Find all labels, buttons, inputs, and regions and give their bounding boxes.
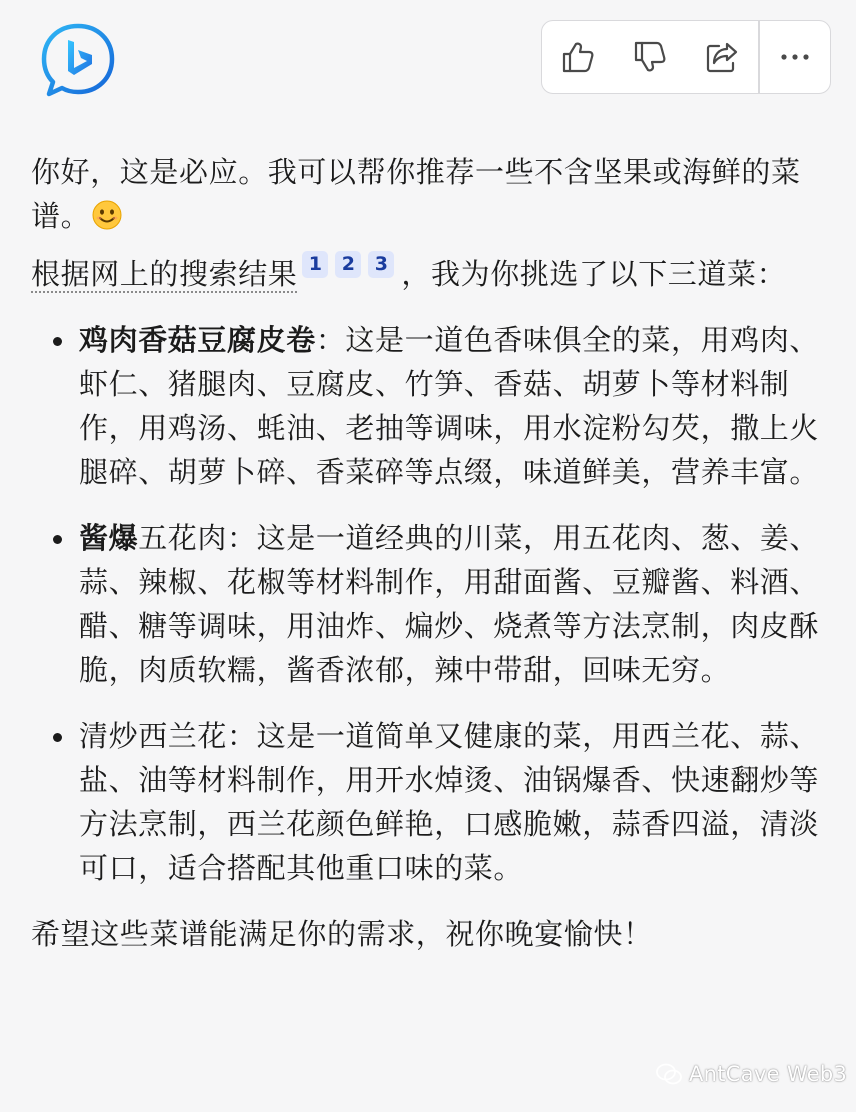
dish-description: ：这是一道简单又健康的菜，用西兰花、蒜、盐、油等材料制作，用开水焯烫、油锅爆香、快速翻炒等方法烹制，西兰花颜色鲜艳，口感脆嫩，蒜香四溢，清淡可口，适合搭配其他重口味的菜。 [79,719,820,885]
more-icon [779,52,811,62]
watermark-text: AntCave Web3 [689,1062,848,1086]
dislike-button[interactable] [614,21,686,93]
citation-3[interactable]: 3 [368,251,394,278]
cited-text-link[interactable]: 根据网上的搜索结果 [31,257,298,291]
list-item [79,318,831,494]
watermark [655,1062,847,1086]
list-item [79,516,831,692]
list-item [79,714,831,890]
intro-paragraph [31,150,831,238]
smile-emoji-icon [92,198,122,228]
citation-2[interactable]: 2 [335,251,361,278]
share-icon [704,39,740,75]
feedback-toolbar [541,20,831,94]
search-paragraph [31,252,831,296]
dish-name: 酱爆 [79,521,139,555]
like-button[interactable] [542,21,614,93]
search-after-text: ，我为你挑选了以下三道菜： [401,257,787,291]
dish-name-rest: 五花肉 [138,521,228,555]
thumbs-down-icon [632,39,668,75]
bing-logo-icon [40,22,116,98]
closing-paragraph: 希望这些菜谱能满足你的需求，祝你晚宴愉快！ [31,917,653,951]
dish-name: 鸡肉香菇豆腐皮卷 [79,323,316,357]
dish-description: ：这是一道经典的川菜，用五花肉、葱、姜、蒜、辣椒、花椒等材料制作，用甜面酱、豆瓣酱、料酒、醋、糖等调味，用油炸、煸炒、烧煮等方法烹制，肉皮酥脆，肉质软糯，酱香浓郁，辣中带甜，回味无穷。 [79,521,820,687]
dish-description: ：这是一道色香味俱全的菜，用鸡肉、虾仁、猪腿肉、豆腐皮、竹笋、香菇、胡萝卜等材料制作，用鸡汤、蚝油、老抽等调味，用水淀粉勾芡，撒上火腿碎、胡萝卜碎、香菜碎等点缀，味道鲜美，营养丰富。 [79,323,820,489]
dish-name: 清炒西兰花 [79,719,228,753]
citation-1[interactable]: 1 [302,251,328,278]
chat-response [31,150,831,956]
more-options-button[interactable] [760,21,830,93]
dish-list [31,318,831,890]
share-button[interactable] [686,21,758,93]
wechat-icon [655,1062,683,1086]
thumbs-up-icon [560,39,596,75]
intro-text: 你好，这是必应。我可以帮你推荐一些不含坚果或海鲜的菜谱。 [31,155,801,233]
